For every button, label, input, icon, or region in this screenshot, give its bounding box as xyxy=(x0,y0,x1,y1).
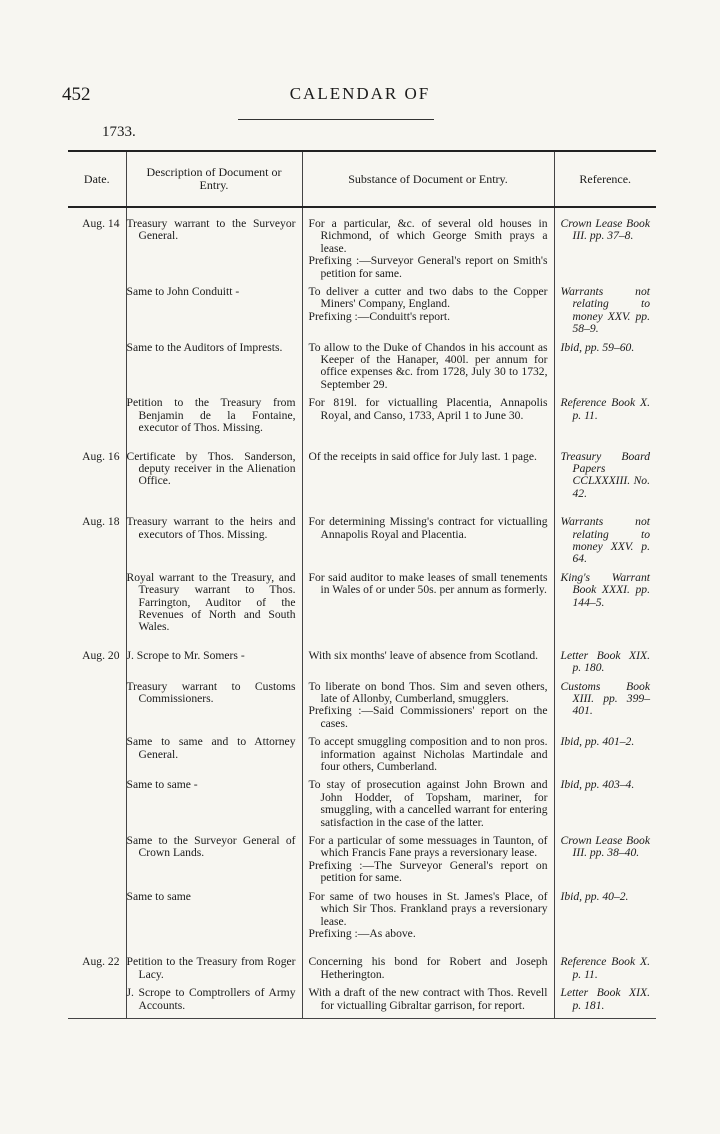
entry-substance xyxy=(302,736,554,779)
entry-reference-text: Customs Book XIII. pp. 399–401. xyxy=(560,679,650,718)
entry-description xyxy=(126,956,302,987)
entry-reference xyxy=(554,987,656,1018)
entry-substance xyxy=(302,286,554,342)
entry-reference-text: Ibid, pp. 401–2. xyxy=(560,735,635,749)
entry-substance xyxy=(302,779,554,835)
entry-reference xyxy=(554,286,656,342)
entry-substance xyxy=(302,650,554,681)
entry-description xyxy=(126,218,302,286)
entry-substance xyxy=(302,987,554,1018)
entry-date-text: Aug. 18 xyxy=(82,515,120,529)
entry-date xyxy=(68,650,126,681)
entry-prefixing-note: Prefixing :—Surveyor General's report on Smith's petition for same. xyxy=(308,254,548,280)
entry-reference-text: Ibid, pp. 59–60. xyxy=(560,340,635,354)
entry-date-text: Aug. 22 xyxy=(82,955,120,969)
entry-date xyxy=(68,572,126,640)
entry-description xyxy=(126,736,302,779)
entry-reference-text: Crown Lease Book III. pp. 38–40. xyxy=(560,834,650,860)
entry-substance xyxy=(302,397,554,440)
entry-substance-text: For a particular of some messuages in Taunton, of which Francis Fane prays a reversionary lease. xyxy=(308,834,548,860)
entry-row xyxy=(68,286,656,342)
group-gap-row xyxy=(68,441,656,451)
column-header-description: Description of Document or Entry. xyxy=(126,151,302,207)
entry-date xyxy=(68,397,126,440)
entry-substance-text: For determining Missing's contract for victualling Annapolis Royal and Placentia. xyxy=(308,515,548,541)
entry-description-text: Same to same and to Attorney General. xyxy=(126,735,296,761)
entry-date xyxy=(68,451,126,507)
entry-description-text: Same to the Auditors of Imprests. xyxy=(126,340,283,354)
entry-row xyxy=(68,736,656,779)
entry-row xyxy=(68,835,656,891)
entry-description xyxy=(126,835,302,891)
header-rule xyxy=(238,119,434,120)
entry-row xyxy=(68,956,656,987)
entry-date xyxy=(68,286,126,342)
entry-substance xyxy=(302,891,554,947)
entry-description-text: Petition to the Treasury from Benjamin de la Fontaine, executor of Thos. Missing. xyxy=(126,396,296,435)
entry-row xyxy=(68,572,656,640)
entry-substance xyxy=(302,835,554,891)
entry-row xyxy=(68,342,656,398)
entry-row xyxy=(68,891,656,947)
entry-substance-text: To deliver a cutter and two dabs to the Copper Miners' Company, England. xyxy=(308,285,548,311)
entries-body xyxy=(68,207,656,1018)
entry-reference xyxy=(554,835,656,891)
entry-substance-text: For said auditor to make leases of small tenements in Wales of or under 50s. per annum as formerly. xyxy=(308,570,548,597)
entry-reference-text: Warrants not relating to money XXV. pp. 58–9. xyxy=(560,285,650,336)
entry-description-text: J. Scrope to Comptrollers of Army Accounts. xyxy=(126,986,296,1012)
entry-date xyxy=(68,891,126,947)
entry-row xyxy=(68,451,656,507)
column-header-reference: Reference. xyxy=(554,151,656,207)
entry-date-text: Aug. 20 xyxy=(82,648,120,662)
entry-prefixing-note: Prefixing :—As above. xyxy=(308,926,416,940)
calendar-table xyxy=(68,150,656,1019)
column-header-date: Date. xyxy=(68,151,126,207)
entry-substance xyxy=(302,342,554,398)
entry-reference xyxy=(554,397,656,440)
header-row xyxy=(68,151,656,207)
entry-description-text: Petition to the Treasury from Roger Lacy. xyxy=(126,955,296,981)
entry-description xyxy=(126,516,302,572)
entry-description xyxy=(126,681,302,737)
entry-substance-text: To allow to the Duke of Chandos in his account as Keeper of the Hanaper, 400l. per annum for office expenses &c. from 1728, July 30 to 1732, September 29. xyxy=(308,340,548,391)
entry-reference xyxy=(554,891,656,947)
entry-date-text: Aug. 14 xyxy=(82,217,120,230)
entry-reference-text: King's Warrant Book XXXI. pp. 144–5. xyxy=(560,570,650,609)
entry-description-text: Treasury warrant to the heirs and executors of Thos. Missing. xyxy=(126,515,296,541)
entry-date xyxy=(68,987,126,1018)
entry-substance-text: For 819l. for victualling Placentia, Annapolis Royal, and Canso, 1733, April 1 to June 30. xyxy=(308,396,548,422)
entry-description xyxy=(126,779,302,835)
entry-substance xyxy=(302,572,554,640)
entry-reference-text: Reference Book X. p. 11. xyxy=(560,955,650,981)
entry-row xyxy=(68,218,656,286)
entry-substance xyxy=(302,218,554,286)
entry-description xyxy=(126,650,302,681)
entry-date-text: Aug. 16 xyxy=(82,449,120,463)
entry-description xyxy=(126,987,302,1018)
entry-description-text: Same to the Surveyor General of Crown Lands. xyxy=(126,834,296,860)
entry-description-text: Same to same xyxy=(126,889,191,903)
entry-date xyxy=(68,736,126,779)
entry-substance-text: With six months' leave of absence from Scotland. xyxy=(308,648,539,662)
entry-reference-text: Treasury Board Papers CCLXXXIII. No. 42. xyxy=(560,449,650,500)
entry-date xyxy=(68,956,126,987)
entry-prefixing-note: Prefixing :—The Surveyor General's report on petition for same. xyxy=(308,858,548,885)
entry-date xyxy=(68,835,126,891)
entry-substance-text: To liberate on bond Thos. Sim and seven others, late of Allonby, Cumberland, smugglers. xyxy=(308,679,548,705)
entry-row xyxy=(68,987,656,1018)
entry-substance-text: For same of two houses in St. James's Place, of which Sir Thos. Frankland prays a reversionary lease. xyxy=(308,889,548,928)
entry-prefixing-note: Prefixing :—Said Commissioners' report on the cases. xyxy=(308,704,548,730)
entry-description xyxy=(126,572,302,640)
entry-row xyxy=(68,516,656,572)
entry-substance-text: For a particular, &c. of several old houses in Richmond, of which George Smith prays a lease. xyxy=(308,217,548,255)
entry-substance xyxy=(302,451,554,507)
entry-substance-text: Concerning his bond for Robert and Joseph Hetherington. xyxy=(308,955,548,981)
entry-reference xyxy=(554,681,656,737)
page-number: 452 xyxy=(62,84,91,105)
entry-reference-text: Reference Book X. p. 11. xyxy=(560,396,650,422)
entry-reference xyxy=(554,572,656,640)
year-heading: 1733. xyxy=(102,124,136,140)
entry-reference-text: Ibid, pp. 40–2. xyxy=(560,889,629,903)
entry-row xyxy=(68,650,656,681)
entry-reference xyxy=(554,736,656,779)
entry-reference-text: Ibid, pp. 403–4. xyxy=(560,778,635,792)
entry-row xyxy=(68,779,656,835)
entry-reference xyxy=(554,516,656,572)
entry-reference-text: Warrants not relating to money XXV. p. 64. xyxy=(560,515,650,566)
entry-description-text: Same to John Conduitt - xyxy=(126,285,240,299)
entry-description xyxy=(126,397,302,440)
entry-description-text: Treasury warrant to Customs Commissioners. xyxy=(126,679,296,705)
entry-substance-text: To stay of prosecution against John Brown and John Hodder, of Topsham, mariner, for smuggling, with a cancelled warrant for entering satisfaction in the case of the latter. xyxy=(308,778,548,829)
entry-date xyxy=(68,681,126,737)
entry-description xyxy=(126,891,302,947)
entry-date xyxy=(68,218,126,286)
entry-substance xyxy=(302,956,554,987)
entry-substance xyxy=(302,681,554,737)
entry-reference xyxy=(554,218,656,286)
entry-substance-text: To accept smuggling composition and to non pros. information against Nicholas Martindale and four others, Cumberland. xyxy=(308,735,548,774)
entry-row xyxy=(68,397,656,440)
entry-substance xyxy=(302,516,554,572)
entry-description-text: Same to same - xyxy=(126,778,198,792)
entry-substance-text: With a draft of the new contract with Thos. Revell for victualling Gibraltar garrison, for report. xyxy=(308,986,548,1012)
entry-reference xyxy=(554,956,656,987)
entry-date xyxy=(68,779,126,835)
entry-reference-text: Letter Book XIX. p. 180. xyxy=(560,648,650,675)
entry-date xyxy=(68,516,126,572)
entry-date xyxy=(68,342,126,398)
entry-description xyxy=(126,451,302,507)
entry-reference xyxy=(554,779,656,835)
entry-description-text: Royal warrant to the Treasury, and Treasury warrant to Thos. Farrington, Auditor of the Revenues of North and South Wales. xyxy=(126,570,296,634)
column-header-substance: Substance of Document or Entry. xyxy=(302,151,554,207)
entry-description-text: J. Scrope to Mr. Somers - xyxy=(126,648,245,662)
entry-reference-text: Letter Book XIX. p. 181. xyxy=(560,986,650,1012)
entry-substance-text: Of the receipts in said office for July last. 1 page. xyxy=(308,449,537,463)
running-title: CALENDAR OF xyxy=(289,84,431,103)
entry-reference xyxy=(554,451,656,507)
entry-description xyxy=(126,286,302,342)
entry-description-text: Treasury warrant to the Surveyor General. xyxy=(126,217,296,243)
entry-reference-text: Crown Lease Book III. pp. 37–8. xyxy=(560,217,650,243)
entry-reference xyxy=(554,342,656,398)
entry-reference xyxy=(554,650,656,681)
entry-description-text: Certificate by Thos. Sanderson, deputy receiver in the Alienation Office. xyxy=(126,449,296,488)
entry-row xyxy=(68,681,656,737)
entry-description xyxy=(126,342,302,398)
entry-prefixing-note: Prefixing :—Conduitt's report. xyxy=(308,309,451,323)
